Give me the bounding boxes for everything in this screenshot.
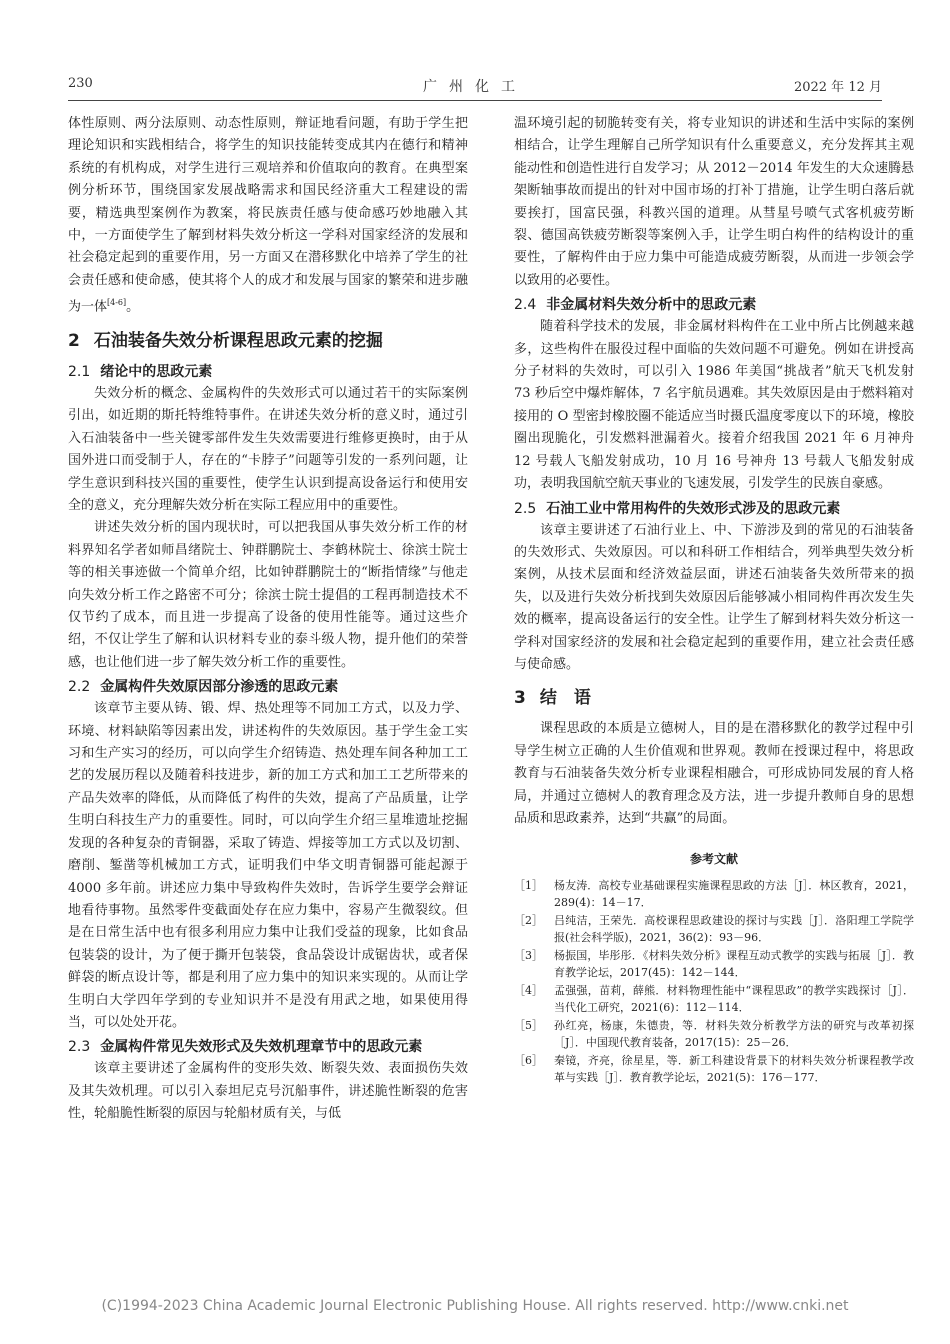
intro-end: 。 xyxy=(126,299,140,315)
citation[interactable]: [4-6] xyxy=(107,298,127,308)
subsection-title: 石油工业中常用构件的失效形式涉及的思政元素 xyxy=(546,500,841,517)
subsection-title: 非金属材料失效分析中的思政元素 xyxy=(546,297,757,314)
paragraph: 该章节主要从铸、锻、焊、热处理等不同加工方式，以及力学、环境、材料缺陷等因素出发，讲述构件的失效原因。基于学生金工实习和生产实习的经历，可以向学生介绍铸造、热处理车间各种加工工艺的发展历程以及随着科技进步，新的加工方式和加工工艺所带来的产品失效率的降低，从而降低了构件的失效，提高了产品质量，让学生明白科技生产力的重要性。同时，可以向学生介绍三星堆遗址挖掘发现的各种复杂的青铜器，采取了铸造、焊接等加工方式以及切割、磨削、錾凿等机械加工方式，证明我们中华文明青铜器可能起源于 4000 多年前。讲述应力集中导致构件失效时，告诉学生要学会辩证地看待事物。虽然零件变截面处存在应力集中，容易产生微裂纹。但是在日常生活中也有很多利用应力集中让我们受益的现象，比如食品包装袋的设计，为了便于撕开包装袋，食品袋设计成锯齿状，或者保鲜袋的断点设计等，都是利用了应力集中的知识来实现的。从而让学生明白大学四年学到的专业知识并不是没有用武之地，如果使用得当，可以处处开花。 xyxy=(68,701,468,1030)
reference-item xyxy=(514,877,914,912)
issue-date: 2022 年 12 月 xyxy=(793,80,882,95)
reference-text: 秦镜，齐亮，徐星星，等．新工科建设背景下的材料失效分析课程教学改革与实践［J］．教育教学论坛，2021(5)：176－177． xyxy=(554,1053,914,1085)
reference-number: ［6］ xyxy=(514,1053,543,1067)
reference-item xyxy=(514,982,914,1017)
reference-number: ［4］ xyxy=(514,983,543,997)
subsection-number: 2.3 xyxy=(68,1039,91,1056)
section-number: 3 xyxy=(514,688,526,709)
paragraph: 温环境引起的韧脆转变有关，将专业知识的讲述和生活中实际的案例相结合，让学生理解自己所学知识有什么重要意义，充分发挥其主观能动性和创造性进行自发学习；从 2012－2014 年发生的大众速腾悬架断轴事故而提出的针对中国市场的打补丁措施，让学生明白落后就要挨打，国富民强，科教兴国的道理。从彗星号喷气式客机疲劳断裂、德国高铁疲劳断裂等案例入手，让学生明白构件的结构设计的重要性，了解构件由于应力集中可能造成疲劳断裂，从而进一步领会学以致用的必要性。 xyxy=(514,116,914,288)
reference-number: ［1］ xyxy=(514,878,543,892)
journal-name: 广州化工 xyxy=(423,79,527,95)
subsection-heading-2-4 xyxy=(514,294,914,316)
reference-item xyxy=(514,1052,914,1087)
subsection-title: 金属构件常见失效形式及失效机理章节中的思政元素 xyxy=(100,1039,423,1056)
page-number: 230 xyxy=(68,76,93,91)
paragraph: 随着科学技术的发展，非金属材料构件在工业中所占比例越来越多，这些构件在服役过程中面临的失效问题不可避免。例如在讲授高分子材料的失效时，可以引入 1986 年美国“挑战者”航天飞机发射 73 秒后空中爆炸解体，7 名宇航员遇难。其失效原因是由于燃料箱对接用的 O 型密封橡胶圈不能适应当时摄氏温度零度以下的环境，橡胶圈出现脆化，引发燃料泄漏着火。接着介绍我国 2021 年 6 月神舟 12 号载人飞船发射成功，10 月 16 号神舟 13 号载人飞船发射成功，表明我国航空航天事业的飞速发展，引发学生的民族自豪感。 xyxy=(514,319,914,492)
intro-text: 体性原则、两分法原则、动态性原则，辩证地看问题，有助于学生把理论知识和实践相结合，将学生的知识技能转变成其内在德行和精神系统的有机构成，对学生进行三观培养和价值取向的教育。在典型案例分析环节，围绕国家发展战略需求和国民经济重大工程建设的需要，精选典型案例作为教案，将民族责任感与使命感巧妙地融入其中，一方面使学生了解到材料失效分析这一学科对国家经济的发展和社会稳定起到的重要作用，另一方面又在潜移默化中培养了学生的社会责任感和使命感，使其将个人的成才和发展与国家的繁荣和进步融为一体 xyxy=(68,116,468,315)
copyright-footer: (C)1994-2023 China Academic Journal Electronic Publishing House. All rights reserved. http://www.cnki.net xyxy=(101,1298,849,1314)
subsection-heading-2-1 xyxy=(68,361,468,383)
subsection-title: 绪论中的思政元素 xyxy=(100,363,213,380)
subsection-number: 2.2 xyxy=(68,679,91,696)
reference-text: 孟强强，苗莉，薛熊．材料物理性能中“课程思政”的教学实践探讨［J］．当代化工研究，2021(6)：112－114． xyxy=(554,983,914,1015)
section-number: 2 xyxy=(68,330,80,351)
right-column xyxy=(514,113,914,1087)
reference-number: ［3］ xyxy=(514,948,543,962)
intro-paragraph xyxy=(68,113,468,319)
section-title: 结 语 xyxy=(539,688,591,709)
subsection-heading-2-5 xyxy=(514,498,914,520)
reference-text: 孙红亮，杨康，朱德贵，等．材料失效分析教学方法的研究与改革初探［J］．中国现代教育装备，2017(15)：25－26． xyxy=(554,1018,914,1050)
reference-item xyxy=(514,947,914,982)
paragraph: 课程思政的本质是立德树人，目的是在潜移默化的教学过程中引导学生树立正确的人生价值观和世界观。教师在授课过程中，将思政教育与石油装备失效分析专业课程相融合，可形成协同发展的育人格局，并通过立德树人的教育理念及方法，进一步提升教师自身的思想品质和思政素养，达到“共赢”的局面。 xyxy=(514,721,914,826)
section-title: 石油装备失效分析课程思政元素的挖掘 xyxy=(93,330,383,351)
subsection-heading-2-3 xyxy=(68,1036,468,1058)
paragraph: 讲述失效分析的国内现状时，可以把我国从事失效分析工作的材料界知名学者如师昌绪院士、钟群鹏院士、李鹤林院士、徐滨士院士等的相关事迹做一个简单介绍，比如钟群鹏院士的“断指情缘”与他走向失效分析工作之路密不可分；徐滨士院士提倡的工程再制造技术不仅节约了成本，而且进一步提高了设备的使用性能等。通过这些介绍，不仅让学生了解和认识材料专业的泰斗级人物，提升他们的荣誉感，也让他们进一步了解失效分析工作的重要性。 xyxy=(68,520,468,670)
subsection-heading-2-2 xyxy=(68,676,468,698)
references-list xyxy=(514,877,914,1087)
paragraph: 该章主要讲述了金属构件的变形失效、断裂失效、表面损伤失效及其失效机理。可以引入泰坦尼克号沉船事件，讲述脆性断裂的危害性，轮船脆性断裂的原因与轮船材质有关，与低 xyxy=(68,1061,468,1122)
paragraph: 失效分析的概念、金属构件的失效形式可以通过若干的实际案例引出，如近期的斯托特维特事件。在讲述失效分析的意义时，通过引入石油装备中一些关键零部件发生失效需要进行维修更换时，由于从国外进口而受制于人，存在的“卡脖子”问题等引发的一系列问题，让学生意识到科技兴国的重要性，使学生认识到提高设备运行和使用安全的意义，充分理解失效分析在实际工程应用中的重要性。 xyxy=(68,385,468,514)
paragraph: 该章主要讲述了石油行业上、中、下游涉及到的常见的石油装备的失效形式、失效原因。可以和科研工作相结合，列举典型失效分析案例，从技术层面和经济效益层面，讲述石油装备失效所带来的损失，以及进行失效分析找到失效原因后能够减小相同构件再次发生失效的概率，提高设备运行的安全性。让学生了解到材料失效分析这一学科对国家经济的发展和社会稳定起到的重要作用，建立社会责任感与使命感。 xyxy=(514,522,914,672)
references-title: 参考文献 xyxy=(689,852,738,867)
page-header xyxy=(68,76,882,98)
subsection-title: 金属构件失效原因部分渗透的思政元素 xyxy=(100,679,339,696)
section-heading-3 xyxy=(514,686,914,710)
reference-number: ［2］ xyxy=(514,913,543,927)
subsection-number: 2.1 xyxy=(68,363,91,380)
reference-item xyxy=(514,912,914,947)
reference-item xyxy=(514,1017,914,1052)
header-rule xyxy=(68,100,882,101)
left-column xyxy=(68,113,468,1126)
subsection-number: 2.5 xyxy=(514,500,537,517)
subsection-number: 2.4 xyxy=(514,297,537,314)
reference-text: 杨友涛．高校专业基础课程实施课程思政的方法［J］．林区教育，2021，289(4)：14－17． xyxy=(554,878,914,910)
reference-text: 杨振国，毕彤彤．《材料失效分析》课程互动式教学的实践与拓展［J］．教育教学论坛，2017(45)：142－144． xyxy=(554,948,914,980)
reference-text: 吕纯洁，王荣先．高校课程思政建设的探讨与实践［J］．洛阳理工学院学报(社会科学版)，2021，36(2)：93－96． xyxy=(554,913,914,945)
reference-number: ［5］ xyxy=(514,1018,543,1032)
section-heading-2 xyxy=(68,329,468,353)
